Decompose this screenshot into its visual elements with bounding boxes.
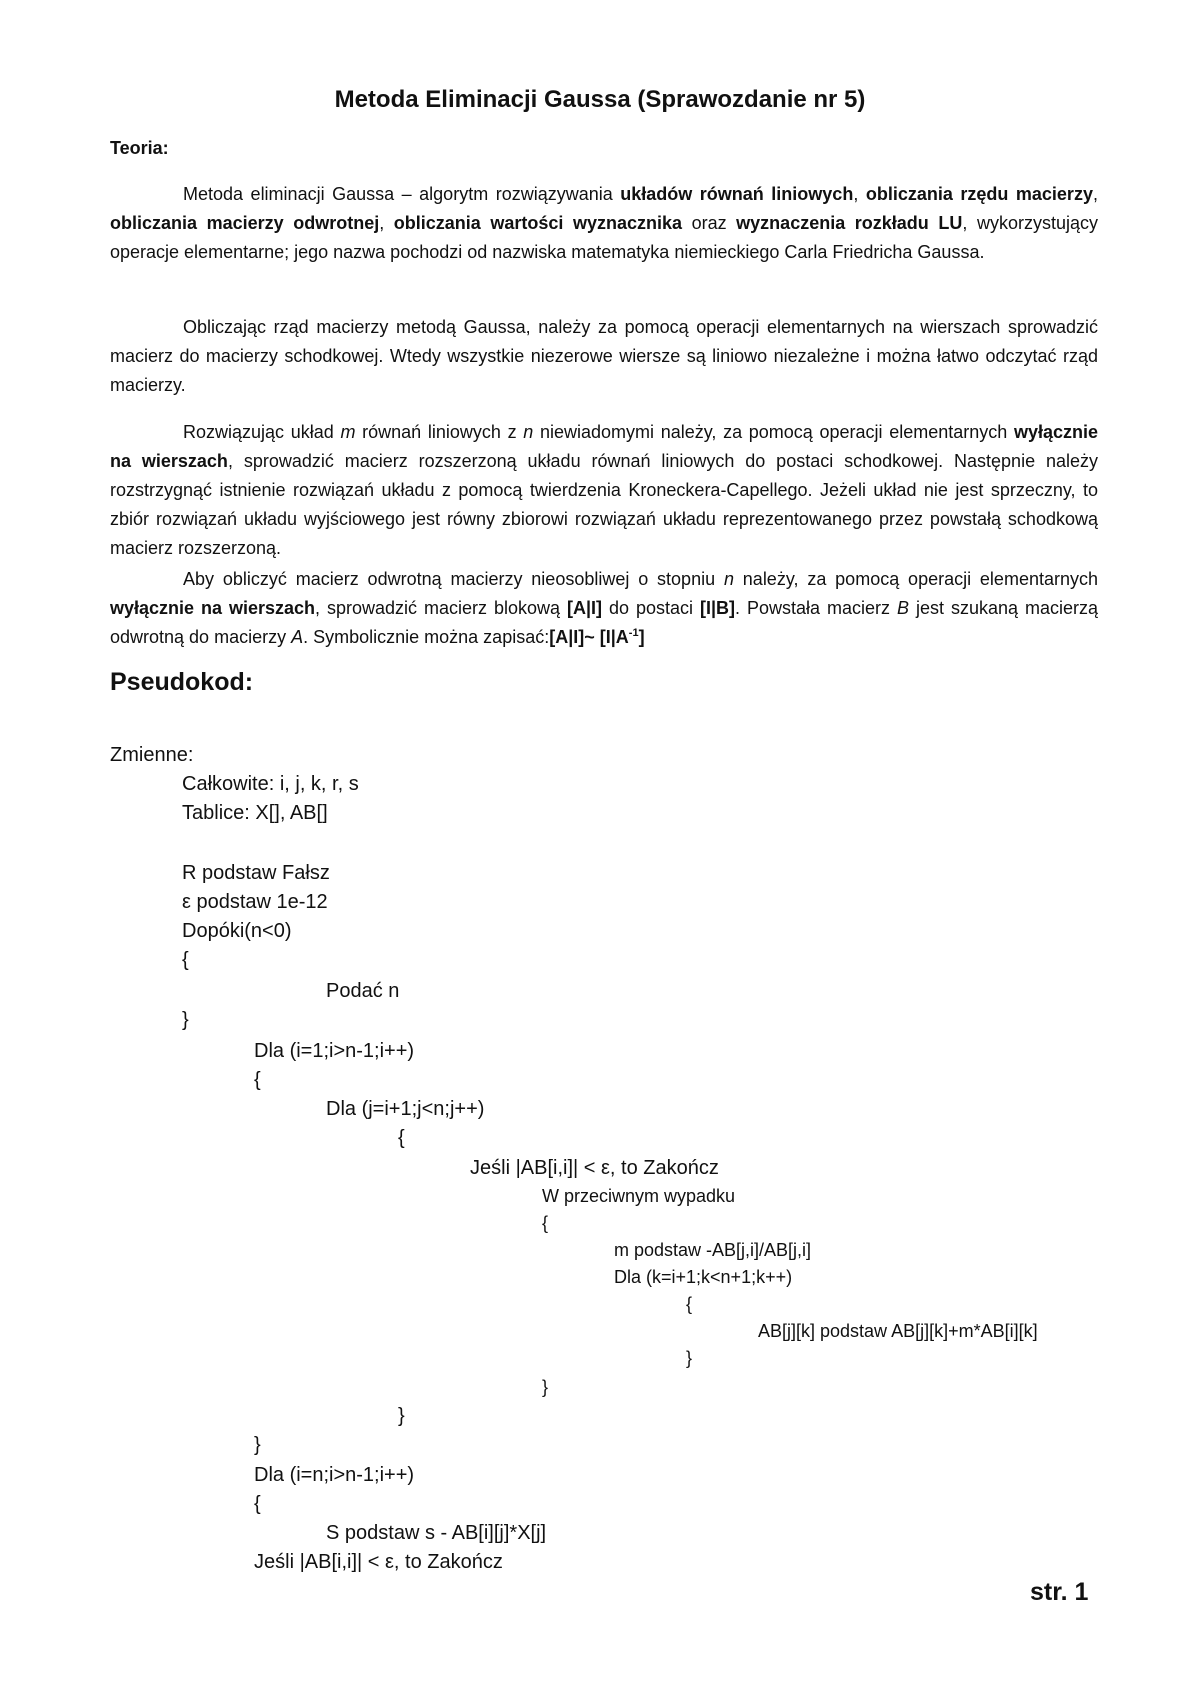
code-line: W przeciwnym wypadku [542,1186,736,1206]
paragraph-run: -1 [628,627,639,639]
theory-paragraph-4 [110,565,1098,652]
code-line: Tablice: X[], AB[] [182,802,328,824]
paragraph-run: n [523,422,534,442]
paragraph-run: , sprowadzić macierz rozszerzoną układu równań liniowych do postaci schodkowej. Następnie należy rozstrzygnąć istnienie rozwiązań układu z pomocą twierdzenia Kroneckera-Capellego. Jeżeli układ nie jest sprzeczny, to zbiór rozwiązań układu wyjściowego jest równy zbiorowi rozwiązań układu reprezentowanego przez powstałą schodkową macierz rozszerzoną. [110,451,1098,558]
paragraph-run: jest szukaną macierzą odwrotną do macierzy [110,598,1098,647]
code-line: Jeśli |AB[i,i]| < ε, to Zakończ [254,1551,503,1573]
code-line: Całkowite: i, j, k, r, s [182,773,359,795]
code-line: Dla (i=1;i>n-1;i++) [254,1040,415,1062]
paragraph-run: wyznaczenia rozkładu LU [736,213,963,233]
paragraph-run: , [1092,184,1098,204]
theory-paragraph-2 [110,313,1098,400]
code-line: } [398,1405,405,1427]
paragraph-run: [I|B] [700,598,736,618]
paragraph-run: B [897,598,910,618]
paragraph-run: n [723,569,734,589]
pseudocode-heading: Pseudokod: [110,668,254,696]
code-line: Dla (j=i+1;j<n;j++) [326,1098,485,1120]
paragraph-run: , [379,213,394,233]
paragraph-run: [A|I]~ [I|A [549,627,629,647]
code-line: { [254,1069,261,1091]
paragraph-run: należy, za pomocą operacji elementarnych [733,569,1098,589]
paragraph-run: Aby obliczyć macierz odwrotną macierzy nieosobliwej o stopniu [183,569,724,589]
paragraph-run: niewiadomymi należy, za pomocą operacji elementarnych [533,422,1014,442]
paragraph-run: m [340,422,356,442]
paragraph-run: A [291,627,304,647]
code-line: { [254,1493,261,1515]
code-line: } [182,1009,189,1031]
code-line: ε podstaw 1e-12 [182,891,328,913]
code-line: Podać n [326,980,400,1002]
code-line: Dla (k=i+1;k<n+1;k++) [614,1267,793,1287]
paragraph-run: wyłącznie na wierszach [110,598,316,618]
code-line: } [542,1377,549,1397]
paragraph-run: obliczania rzędu macierzy [865,184,1093,204]
paragraph-run: Obliczając rząd macierzy metodą Gaussa, należy za pomocą operacji elementarnych na wierszach sprowadzić macierz do macierzy schodkowej. Wtedy wszystkie niezerowe wiersze są liniowo niezależne i można łatwo odczytać rząd macierzy. [110,317,1098,395]
paragraph-run: [A|I] [567,598,603,618]
paragraph-run: obliczania wartości wyznacznika [393,213,683,233]
paragraph-run: wyłącznie na wierszach [110,422,1099,471]
paragraph-run: , sprowadzić macierz blokową [315,598,567,618]
code-line: { [542,1213,549,1233]
code-line: Jeśli |AB[i,i]| < ε, to Zakończ [470,1157,719,1179]
paragraph-run: obliczania macierzy odwrotnej [110,213,380,233]
theory-heading: Teoria: [110,138,169,158]
code-line: Zmienne: [110,744,194,766]
code-line: } [686,1348,693,1368]
paragraph-run: układów równań liniowych [620,184,854,204]
code-line: { [398,1127,405,1149]
code-line: { [686,1294,693,1314]
paragraph-run: . Powstała macierz [735,598,897,618]
paragraph-run: – algorytm rozwiązywania [394,184,621,204]
code-line: } [254,1434,261,1456]
theory-paragraph-1 [110,180,1098,267]
paragraph-run: . Symbolicznie można zapisać: [303,627,550,647]
code-line: Dopóki(n<0) [182,920,292,942]
paragraph-run: , [853,184,866,204]
paragraph-run: oraz [682,213,737,233]
page-number: str. 1 [1030,1578,1089,1606]
paragraph-run: Rozwiązując układ [183,422,341,442]
paragraph-run: , wykorzystujący operacje elementarne; jego nazwa pochodzi od nazwiska matematyka niemieckiego Carla Friedricha Gaussa. [110,213,1098,262]
paragraph-run: Metoda eliminacji Gaussa [183,184,395,204]
code-line: { [182,949,189,971]
paragraph-run: ] [638,627,645,647]
code-line: Dla (i=n;i>n-1;i++) [254,1464,415,1486]
code-line: S podstaw s - AB[i][j]*X[j] [326,1522,547,1544]
theory-paragraph-3 [110,418,1098,563]
paragraph-run: równań liniowych z [355,422,524,442]
code-line: R podstaw Fałsz [182,862,330,884]
document-title: Metoda Eliminacji Gaussa (Sprawozdanie nr 5) [334,86,866,113]
code-line: AB[j][k] podstaw AB[j][k]+m*AB[i][k] [758,1321,1038,1341]
paragraph-run: do postaci [602,598,700,618]
code-line: m podstaw -AB[j,i]/AB[j,i] [614,1240,812,1260]
